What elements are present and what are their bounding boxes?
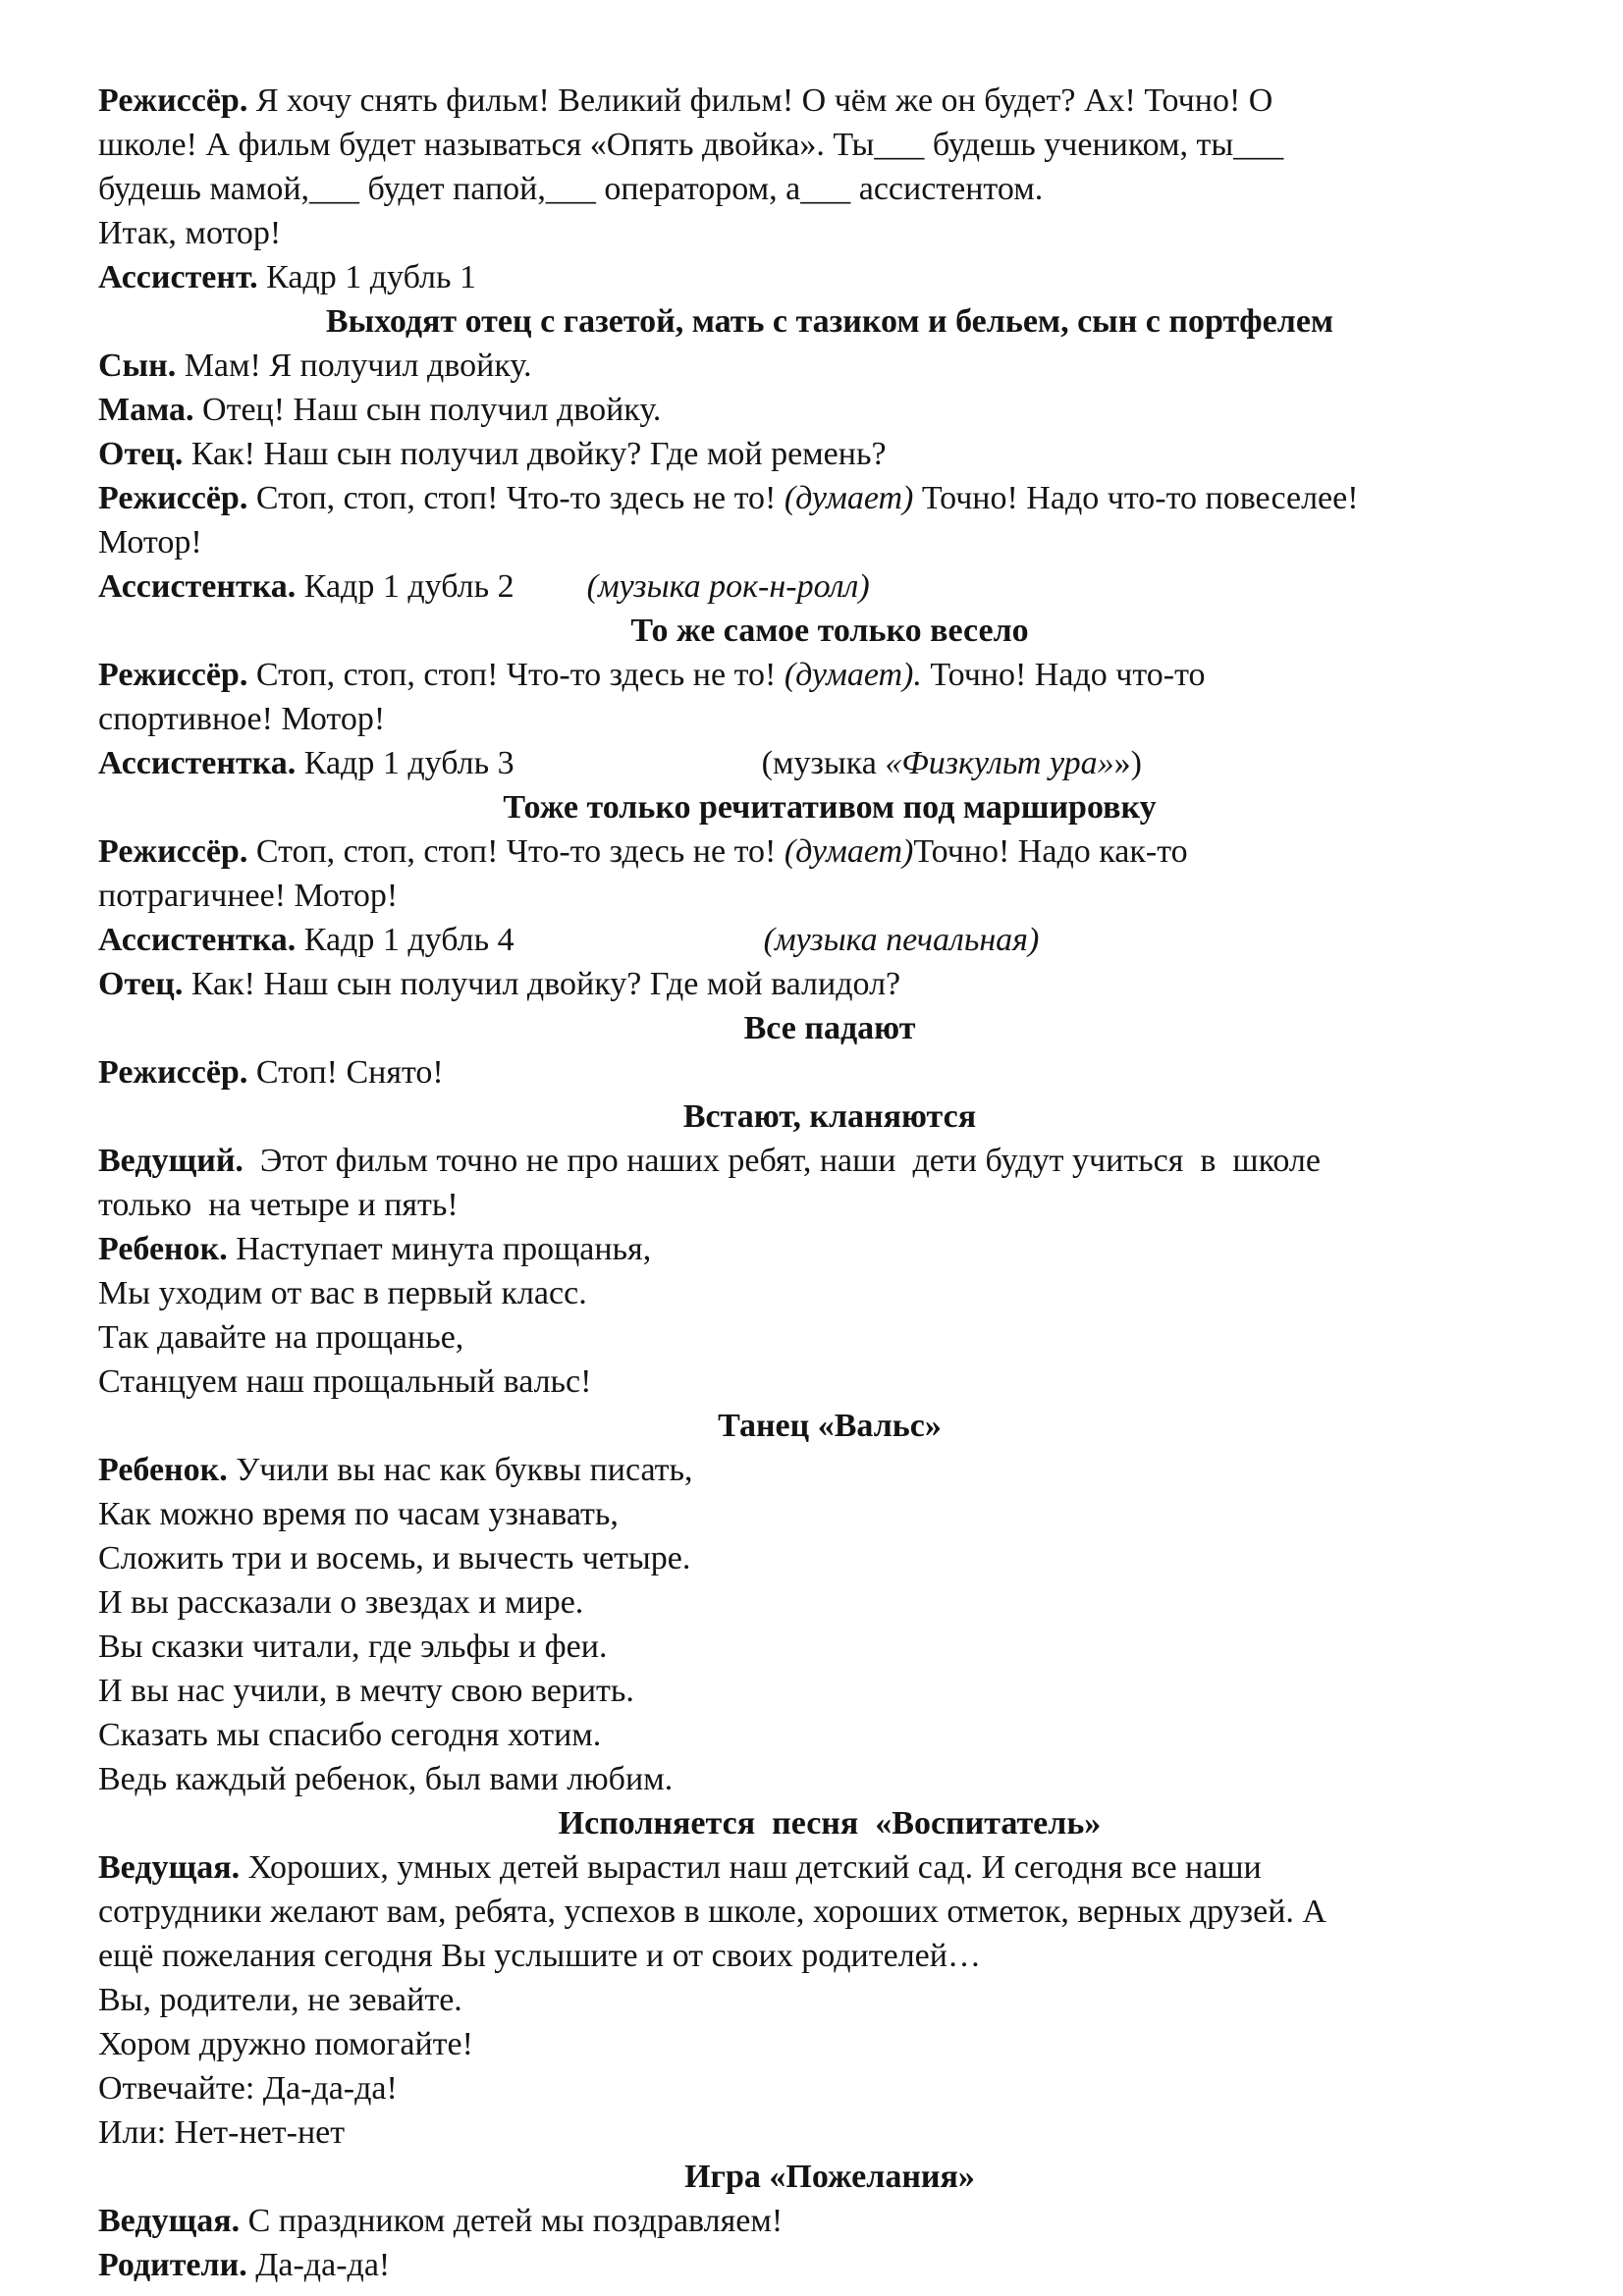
speaker-name: Ребенок. (98, 1452, 228, 1488)
text-line (98, 1536, 1561, 1580)
text-line (98, 1315, 1561, 1360)
remark-text: (музыка рок-н-ролл) (586, 568, 870, 605)
stage-direction: Танец «Вальс» (718, 1408, 942, 1444)
line-text: ещё пожелания сегодня Вы услышите и от своих родителей… (98, 1938, 981, 1974)
speaker-name: Ассистентка. (98, 922, 297, 958)
line-text: Или: Нет-нет-нет (98, 2114, 346, 2151)
text-line (98, 1934, 1561, 1978)
line-text: Стоп, стоп, стоп! Что-то здесь не то! (247, 480, 784, 516)
remark-text: (музыка печальная) (763, 922, 1040, 958)
line-text: сотрудники желают вам, ребята, успехов в школе, хороших отметок, верных друзей. А (98, 1894, 1326, 1930)
speaker-name: Режиссёр. (98, 82, 248, 119)
text-line (98, 1890, 1561, 1934)
text-line (98, 1625, 1561, 1669)
line-text: школе! А фильм будет называться «Опять двойка». Ты___ будешь учеником, ты___ (98, 127, 1284, 163)
line-text: Этот фильм точно не про наших ребят, наши дети будут учиться в школе (243, 1143, 1321, 1179)
speaker-name: Ведущая. (98, 1849, 241, 1886)
remark-text: «Физкульт ура» (885, 745, 1114, 781)
text-line (98, 1978, 1561, 2022)
text-line (98, 1669, 1561, 1713)
speech-line (98, 2199, 1561, 2243)
speech-line (98, 344, 1561, 388)
speech-line (98, 1227, 1561, 1271)
stage-direction: То же самое только весело (630, 613, 1029, 649)
line-text: Как! Наш сын получил двойку? Где мой ремень? (183, 436, 887, 472)
text-line (98, 874, 1561, 918)
line-text: Хороших, умных детей вырастил наш детский сад. И сегодня все наши (240, 1849, 1262, 1886)
text-line (98, 1713, 1561, 1757)
stage-direction: Выходят отец с газетой, мать с тазиком и бельем, сын с портфелем (325, 303, 1334, 340)
line-text: (музыка (761, 745, 886, 781)
text-line (98, 1492, 1561, 1536)
text-line (98, 211, 1561, 255)
speaker-name: Режиссёр. (98, 1054, 248, 1091)
line-text: Кадр 1 дубль 4 (296, 922, 514, 958)
line-text: Точно! Надо что-то повеселее! (913, 480, 1359, 516)
line-text: Стоп, стоп, стоп! Что-то здесь не то! (247, 833, 784, 870)
line-text: Кадр 1 дубль 2 (296, 568, 514, 605)
speech-line (98, 1448, 1561, 1492)
line-text: Как можно время по часам узнавать, (98, 1496, 619, 1532)
stage-direction: Все падают (743, 1010, 916, 1046)
line-text: спортивное! Мотор! (98, 701, 386, 737)
text-line (98, 1360, 1561, 1404)
line-text: Стоп! Снято! (247, 1054, 444, 1091)
line-text: Точно! Надо что-то (921, 657, 1206, 693)
line-text: Станцуем наш прощальный вальс! (98, 1363, 592, 1400)
line-text: Ведь каждый ребенок, был вами любим. (98, 1761, 674, 1797)
speech-line (98, 388, 1561, 432)
remark-text: (думает) (784, 480, 914, 516)
speech-line (98, 255, 1561, 299)
text-line (98, 1580, 1561, 1625)
speech-line (98, 476, 1561, 520)
text-line (98, 2022, 1561, 2066)
speech-line (98, 741, 1561, 785)
speaker-name: Режиссёр. (98, 480, 248, 516)
line-text: С праздником детей мы поздравляем! (240, 2203, 784, 2239)
remark-text: (думает) (784, 833, 914, 870)
speech-line (98, 829, 1561, 874)
line-text: Наступает минута прощанья, (227, 1231, 652, 1267)
line-text: Так давайте на прощанье, (98, 1319, 464, 1356)
speech-line (98, 962, 1561, 1006)
line-text: Я хочу снять фильм! Великий фильм! О чём же он будет? Ах! Точно! О (247, 82, 1273, 119)
text-line (98, 697, 1561, 741)
text-line (98, 520, 1561, 564)
speaker-name: Ассистентка. (98, 745, 297, 781)
line-text: ») (1113, 745, 1142, 781)
speech-line (98, 432, 1561, 476)
speech-line (98, 1139, 1561, 1183)
line-text: Да-да-да! (246, 2247, 391, 2283)
script-page (98, 79, 1561, 2287)
line-text: Вы сказки читали, где эльфы и феи. (98, 1629, 608, 1665)
speech-line (98, 653, 1561, 697)
speaker-name: Ребенок. (98, 1231, 228, 1267)
speaker-name: Режиссёр. (98, 657, 248, 693)
speech-line (98, 918, 1561, 962)
stage-direction: Игра «Пожелания» (684, 2159, 975, 2195)
speaker-name: Родители. (98, 2247, 247, 2283)
line-text: Кадр 1 дубль 1 (257, 259, 477, 295)
speaker-name: Ведущая. (98, 2203, 241, 2239)
speaker-name: Отец. (98, 436, 184, 472)
speaker-name: Режиссёр. (98, 833, 248, 870)
line-text: Мы уходим от вас в первый класс. (98, 1275, 587, 1311)
line-text: Хором дружно помогайте! (98, 2026, 473, 2062)
text-line (98, 2066, 1561, 2110)
speaker-name: Мама. (98, 392, 194, 428)
line-text: потрагичнее! Мотор! (98, 878, 399, 914)
line-text: Вы, родители, не зевайте. (98, 1982, 462, 2018)
line-text: Итак, мотор! (98, 215, 282, 251)
line-text: Стоп, стоп, стоп! Что-то здесь не то! (247, 657, 784, 693)
text-line (98, 167, 1561, 211)
remark-text: (думает). (784, 657, 922, 693)
line-text: Учили вы нас как буквы писать, (227, 1452, 693, 1488)
text-line (98, 123, 1561, 167)
text-line (98, 1183, 1561, 1227)
line-text: только на четыре и пять! (98, 1187, 459, 1223)
speech-line (98, 1050, 1561, 1095)
speaker-name: Ассистент. (98, 259, 258, 295)
line-text: будешь мамой,___ будет папой,___ оператором, а___ ассистентом. (98, 171, 1044, 207)
speaker-name: Ассистентка. (98, 568, 297, 605)
line-text: Кадр 1 дубль 3 (296, 745, 514, 781)
line-text: Отвечайте: Да-да-да! (98, 2070, 398, 2107)
line-text: Сказать мы спасибо сегодня хотим. (98, 1717, 602, 1753)
speech-line (98, 564, 1561, 609)
text-line (98, 2110, 1561, 2155)
line-text: Как! Наш сын получил двойку? Где мой валидол? (183, 966, 901, 1002)
line-text: Мотор! (98, 524, 202, 561)
speaker-name: Сын. (98, 347, 177, 384)
speech-line (98, 1845, 1561, 1890)
speech-line (98, 2243, 1561, 2287)
text-line (98, 1757, 1561, 1801)
speaker-name: Ведущий. (98, 1143, 243, 1179)
line-text: Сложить три и восемь, и вычесть четыре. (98, 1540, 691, 1576)
line-text: И вы нас учили, в мечту свою верить. (98, 1673, 634, 1709)
stage-direction: Встают, кланяются (682, 1098, 977, 1135)
text-line (98, 1271, 1561, 1315)
stage-direction: Исполняется песня «Воспитатель» (558, 1805, 1102, 1842)
line-text: Точно! Надо как-то (913, 833, 1188, 870)
speech-line (98, 79, 1561, 123)
speaker-name: Отец. (98, 966, 184, 1002)
line-text: И вы рассказали о звездах и мире. (98, 1584, 584, 1621)
stage-direction: Тоже только речитативом под маршировку (503, 789, 1157, 826)
line-text: Отец! Наш сын получил двойку. (193, 392, 662, 428)
line-text: Мам! Я получил двойку. (176, 347, 532, 384)
